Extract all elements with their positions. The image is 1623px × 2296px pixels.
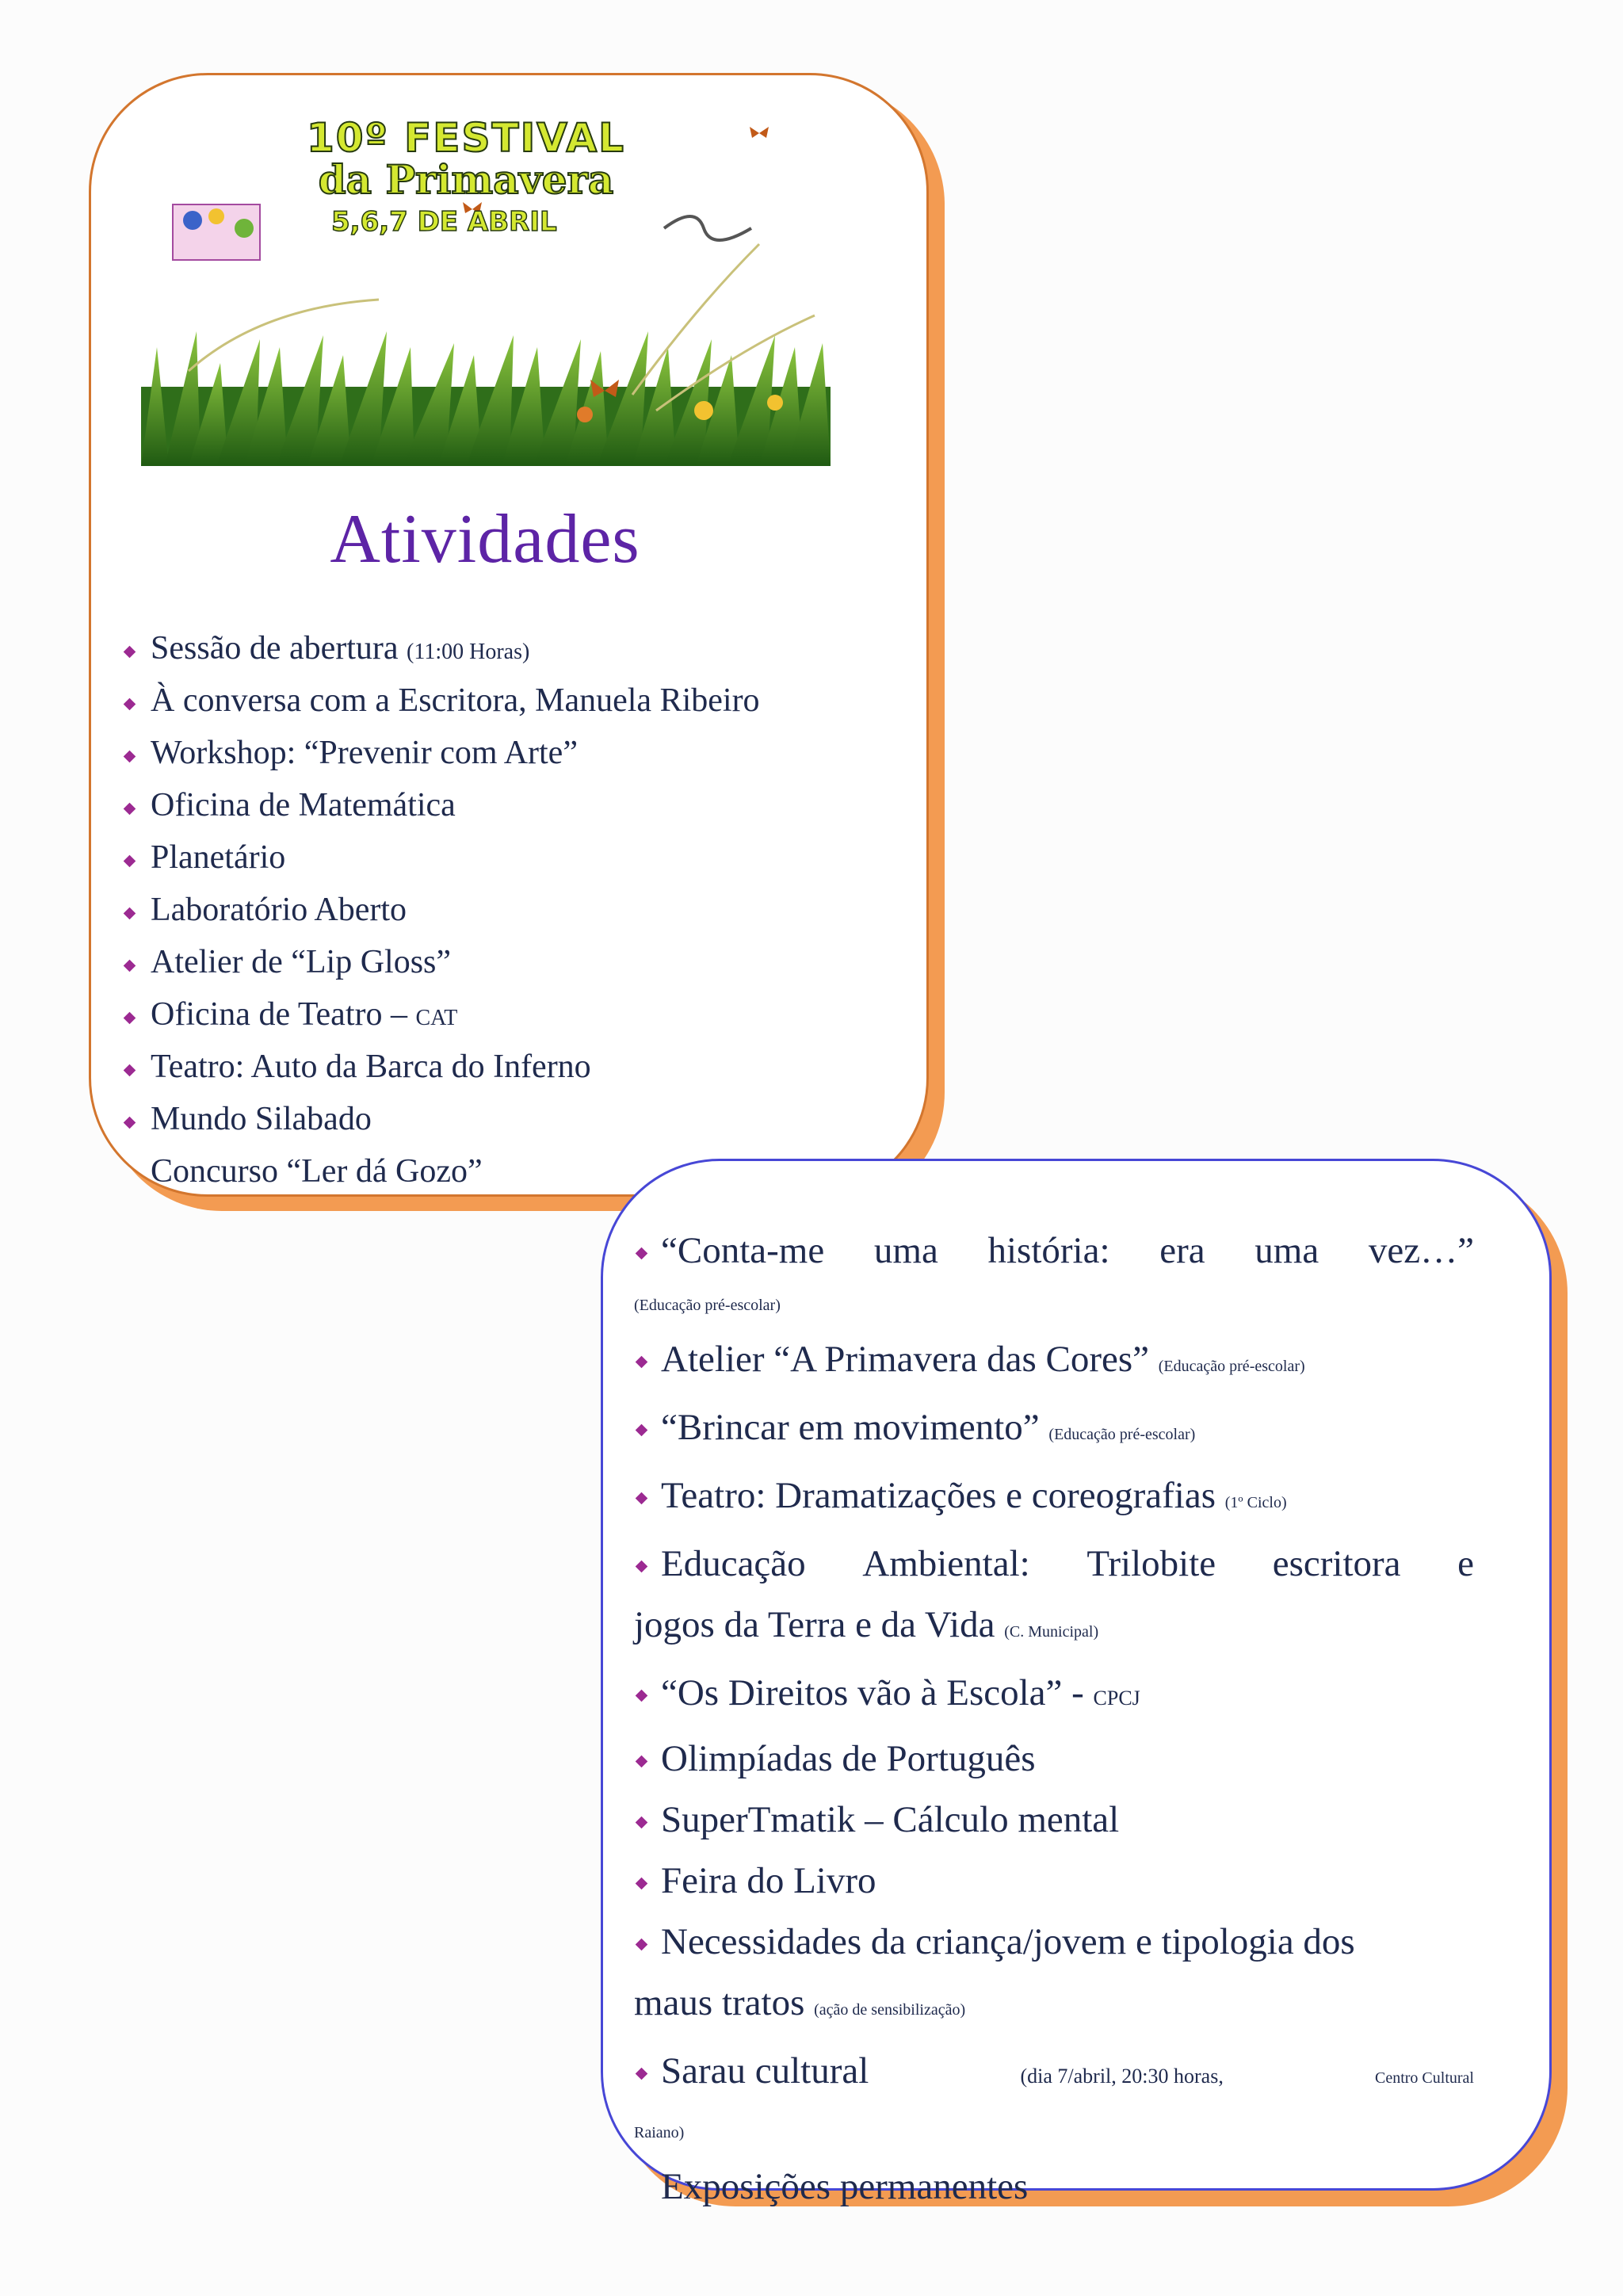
list-item: Concurso “Ler dá Gozo”: [151, 1153, 483, 1190]
list-item: “Os Direitos vão à Escola” - CPCJ: [634, 1663, 1474, 1729]
diamond-bullet-icon: [124, 1012, 136, 1025]
list-item: Atelier “A Primavera das Cores” (Educação pré-escolar): [634, 1329, 1474, 1397]
diamond-bullet-icon: [124, 1064, 136, 1077]
list-item: Exposições permanentes: [661, 2166, 1029, 2207]
list-item: Sarau cultural (dia 7/abril, 20:30 horas, Centro Cultural Raiano): [634, 2050, 1474, 2141]
list-item: À conversa com a Escritora, Manuela Ribeiro: [120, 674, 897, 727]
festival-dates: 5,6,7 DE ABRIL: [331, 206, 557, 238]
list-item: SuperTmatik – Cálculo mental: [634, 1790, 1474, 1851]
list-item: Atelier de “Lip Gloss”: [120, 936, 897, 988]
diamond-bullet-icon: [636, 2068, 648, 2080]
diamond-bullet-icon: [124, 907, 136, 920]
list-item: Sessão de abertura (11:00 Horas): [120, 622, 897, 674]
diamond-bullet-icon: [124, 1117, 136, 1129]
diamond-bullet-icon: [636, 1878, 648, 1890]
diamond-bullet-icon: [636, 1424, 648, 1437]
diamond-bullet-icon: [124, 751, 136, 763]
festival-title: 10º FESTIVAL: [306, 115, 626, 161]
activities-list-2: [634, 1221, 1474, 2218]
diamond-bullet-icon: [636, 1356, 648, 1369]
diamond-bullet-icon: [636, 1561, 648, 1573]
diamond-bullet-icon: [636, 1939, 648, 1951]
diamond-bullet-icon: [124, 646, 136, 659]
list-item: “Brincar em movimento” (Educação pré-escolar): [634, 1397, 1474, 1465]
list-item: Necessidades da criança/jovem e tipologia dos maus tratos (ação de sensibilização): [634, 1921, 1355, 2023]
list-item: Oficina de Teatro – CAT: [120, 988, 897, 1041]
festival-subtitle: da Primavera: [318, 156, 614, 203]
list-item: Laboratório Aberto: [120, 884, 897, 936]
list-item: Olimpíadas de Português: [634, 1729, 1474, 1790]
diamond-bullet-icon: [124, 803, 136, 816]
list-item: Feira do Livro: [634, 1851, 1474, 1912]
diamond-bullet-icon: [636, 1690, 648, 1702]
list-item: Mundo Silabado: [120, 1093, 897, 1145]
diamond-bullet-icon: [636, 1817, 648, 1829]
list-item: Planetário: [120, 831, 897, 884]
list-item: “Conta-me uma história: era uma vez…” (Educação pré-escolar): [634, 1230, 1474, 1314]
list-item: Oficina de Matemática: [120, 779, 897, 831]
diamond-bullet-icon: [636, 1247, 648, 1260]
diamond-bullet-icon: [636, 1755, 648, 1768]
diamond-bullet-icon: [636, 1492, 648, 1505]
diamond-bullet-icon: [124, 855, 136, 868]
page-title: Atividades: [330, 501, 640, 578]
list-item: Educação Ambiental: Trilobite escritora e jogos da Terra e da Vida (C. Municipal): [634, 1543, 1474, 1645]
activities-list-1: [120, 622, 897, 1198]
festival-poster: [141, 109, 831, 466]
diamond-bullet-icon: [124, 698, 136, 711]
diamond-bullet-icon: [124, 960, 136, 972]
list-item: Teatro: Auto da Barca do Inferno: [120, 1041, 897, 1093]
list-item: Workshop: “Prevenir com Arte”: [120, 727, 897, 779]
list-item: Teatro: Dramatizações e coreografias (1º Ciclo): [634, 1465, 1474, 1534]
